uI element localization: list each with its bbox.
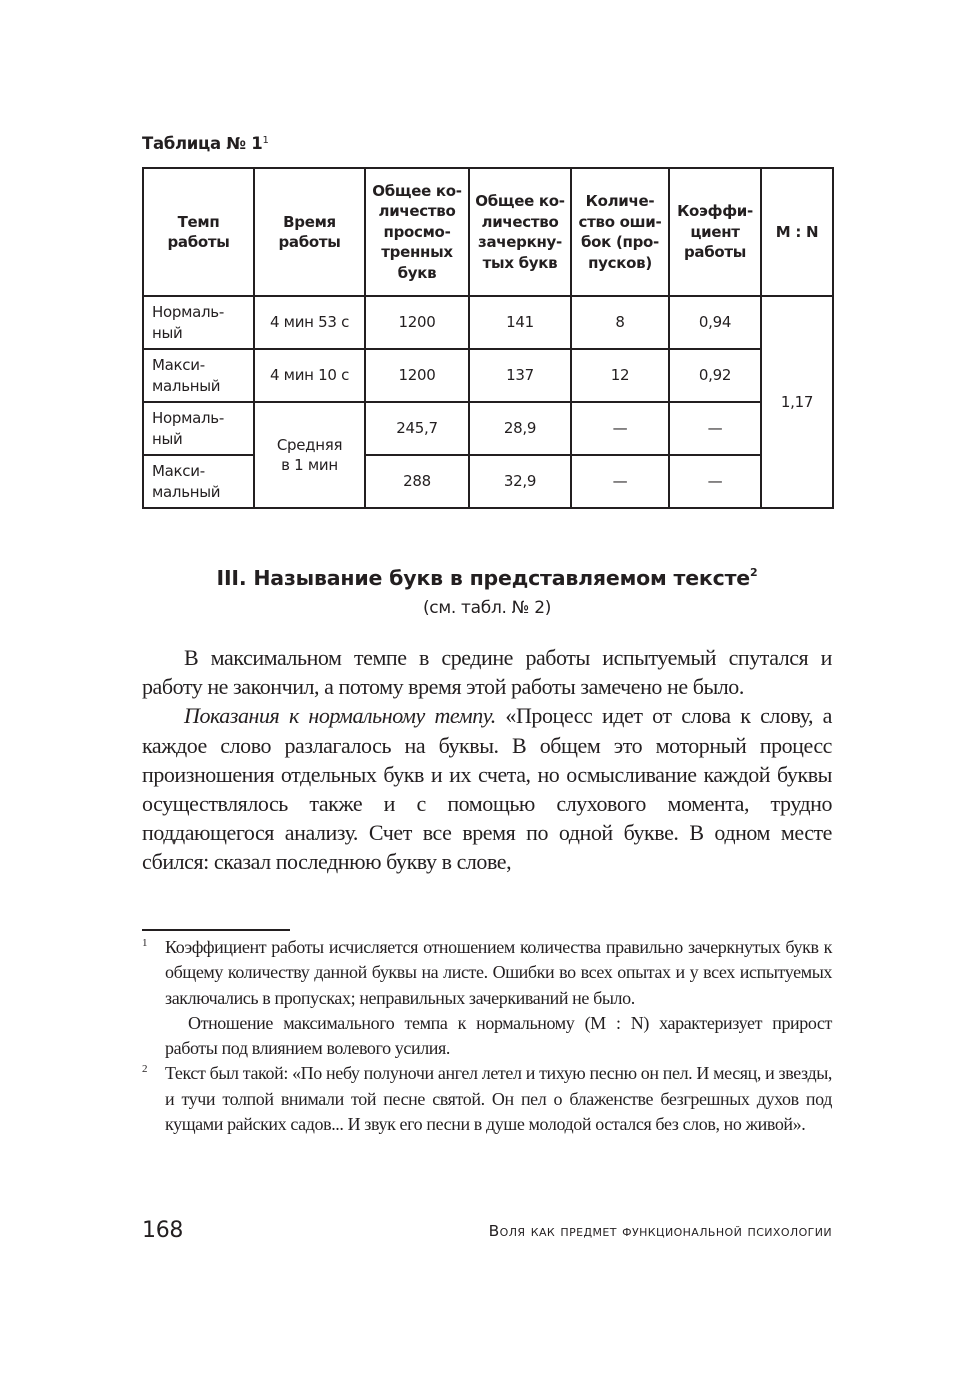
- page-number: 168: [142, 1218, 184, 1243]
- footnote-number: 1: [142, 937, 148, 949]
- cell-time: 4 мин 53 с: [254, 296, 365, 349]
- cell-errors: 8: [571, 296, 669, 349]
- cell-coefficient: —: [669, 455, 761, 508]
- header-cell-viewed: Общее ко- личество просмо- тренных букв: [365, 168, 469, 296]
- paragraph: [142, 701, 832, 876]
- cell-viewed: 245,7: [365, 402, 469, 455]
- header-cell-crossed: Общее ко- личество зачеркну- тых букв: [469, 168, 571, 296]
- section-heading-text: III. Называние букв в представляемом тексте: [216, 566, 750, 590]
- footnote-1: [142, 935, 832, 1061]
- footnotes: [142, 935, 832, 1137]
- footnote-number: 2: [142, 1063, 148, 1076]
- cell-viewed: 288: [365, 455, 469, 508]
- cell-time: 4 мин 10 с: [254, 349, 365, 402]
- cell-mn-merged: 1,17: [761, 296, 833, 508]
- running-title: Воля как предмет функциональной психологии: [488, 1222, 832, 1240]
- table-row: [143, 402, 833, 455]
- cell-time-merged: Средняя в 1 мин: [254, 402, 365, 508]
- cell-crossed: 32,9: [469, 455, 571, 508]
- footnote-text: Отношение максимального темпа к нормальному (M : N) характеризует прирост работы под влиянием волевого усилия.: [165, 1012, 832, 1059]
- cell-crossed: 141: [469, 296, 571, 349]
- cell-errors: —: [571, 402, 669, 455]
- footnote-text: Текст был такой: «По небу полуночи ангел летел и тихую песню он пел. И месяц, и звезды, и тучи толпой внимали той песне святой. Он пел о блаженстве безгрешных духов под кущами райских садов... И звук его песни в душе молодой остался без слов, но живой».: [165, 1063, 832, 1135]
- footnote-text: Коэффициент работы исчисляется отношением количества правильно зачеркнутых букв к общему количеству данной буквы на листе. Ошибки во всех опытах и у всех испытуемых заключались в пропусках; неправильных зачеркиваний не было.: [165, 937, 832, 1008]
- footnote-divider: [142, 929, 290, 931]
- table-caption: [142, 134, 269, 153]
- footnote-ref: 1: [262, 135, 269, 146]
- body-text: [142, 643, 832, 877]
- header-cell-errors: Количе- ство оши- бок (про- пусков): [571, 168, 669, 296]
- cell-coefficient: 0,94: [669, 296, 761, 349]
- cell-coefficient: 0,92: [669, 349, 761, 402]
- results-table: [142, 167, 834, 509]
- section-heading: [142, 566, 832, 590]
- table-header-row: [143, 168, 833, 296]
- cell-tempo: Нормаль- ный: [143, 296, 254, 349]
- cell-crossed: 28,9: [469, 402, 571, 455]
- cell-tempo: Нормаль- ный: [143, 402, 254, 455]
- paragraph: В максимальном темпе в средине работы испытуемый спутался и работу не закончил, а потому время этой работы замечено не было.: [142, 645, 832, 700]
- paragraph-text: «Процесс идет от слова к слову, а каждое слово разлагалось на буквы. В общем это моторный процесс произношения отдельных букв и их счета, но осмысливание каждой буквы осуществлялось также и с помощью слухового момента, трудно поддающегося анализу. Счет все время по одной букве. В одном месте сбился: сказал последнюю букву в слове,: [142, 703, 833, 875]
- section-subheading: (см. табл. № 2): [422, 598, 552, 618]
- cell-viewed: 1200: [365, 296, 469, 349]
- footnote-2: [142, 1061, 832, 1137]
- table-row: [143, 296, 833, 349]
- cell-coefficient: —: [669, 402, 761, 455]
- cell-crossed: 137: [469, 349, 571, 402]
- header-cell-coefficient: Коэффи- циент работы: [669, 168, 761, 296]
- header-cell-time: Время работы: [254, 168, 365, 296]
- header-cell-mn: M : N: [761, 168, 833, 296]
- table-row: [143, 455, 833, 508]
- table-caption-text: Таблица № 1: [142, 134, 263, 153]
- italic-lead: Показания к нормальному темпу.: [184, 703, 496, 729]
- cell-tempo: Макси- мальный: [143, 349, 254, 402]
- cell-tempo: Макси- мальный: [143, 455, 254, 508]
- footnote-ref: 2: [749, 566, 758, 579]
- header-cell-tempo: Темп работы: [143, 168, 254, 296]
- cell-errors: —: [571, 455, 669, 508]
- cell-errors: 12: [571, 349, 669, 402]
- cell-viewed: 1200: [365, 349, 469, 402]
- table-row: [143, 349, 833, 402]
